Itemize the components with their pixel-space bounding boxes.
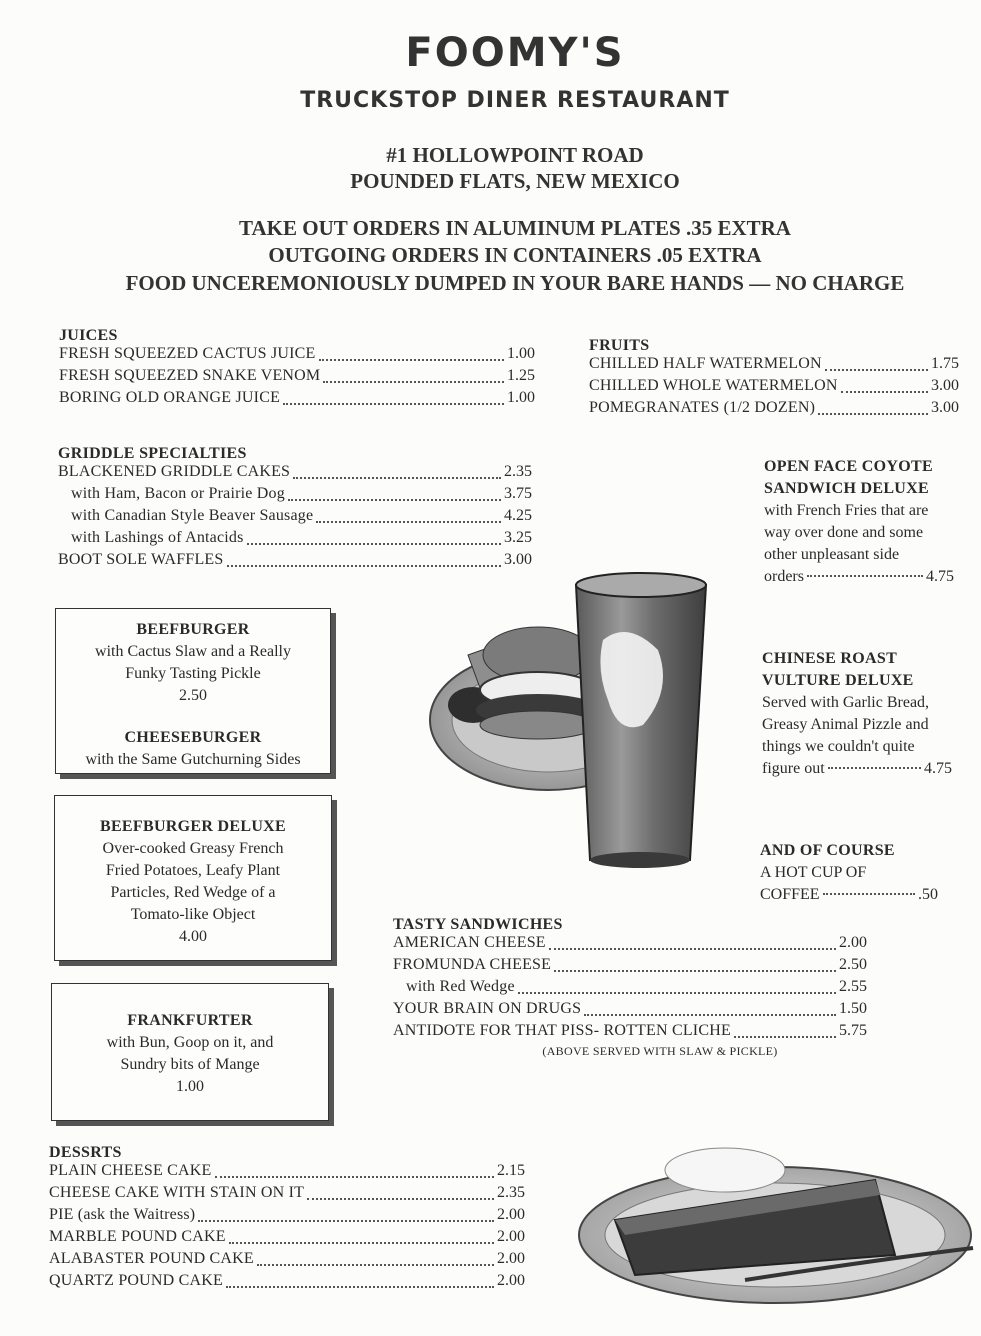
coyote-desc-1: with French Fries that are <box>764 502 929 519</box>
item-price: 2.00 <box>497 1272 525 1289</box>
coyote-price: 4.75 <box>926 568 954 585</box>
leader-dots <box>226 1286 494 1288</box>
menu-item <box>49 1228 525 1250</box>
item-price: 1.00 <box>507 345 535 362</box>
item-name: AMERICAN CHEESE <box>393 934 546 951</box>
coyote-heading-2: SANDWICH DELUXE <box>764 480 929 497</box>
sandwiches-note: (ABOVE SERVED WITH SLAW & PICKLE) <box>542 1044 778 1058</box>
item-price: 1.00 <box>507 389 535 406</box>
leader-dots <box>828 767 921 769</box>
item-price: 2.00 <box>497 1206 525 1223</box>
item-name: YOUR BRAIN ON DRUGS <box>393 1000 582 1017</box>
item-price: 1.50 <box>839 1000 867 1017</box>
item-name: CHILLED HALF WATERMELON <box>589 355 822 372</box>
item-price: 4.25 <box>504 507 532 524</box>
frankfurter-heading: FRANKFURTER <box>127 1012 253 1029</box>
leader-dots <box>549 948 836 950</box>
coyote-sandwich-section <box>764 456 954 588</box>
leader-dots <box>215 1176 494 1178</box>
leader-dots <box>307 1198 494 1200</box>
item-name: BLACKENED GRIDDLE CAKES <box>58 463 291 480</box>
item-price: 5.75 <box>839 1022 867 1039</box>
pie-image <box>575 1140 975 1310</box>
item-name: FROMUNDA CHEESE <box>393 956 552 973</box>
beefburger-deluxe-price: 4.00 <box>179 928 207 945</box>
pie-slice-illustration <box>575 1140 975 1310</box>
item-price: 1.25 <box>507 367 535 384</box>
leader-dots <box>247 543 501 545</box>
item-price: 1.75 <box>931 355 959 372</box>
juices-section <box>59 327 535 411</box>
coyote-price-line <box>764 566 954 588</box>
sandwiches-heading: TASTY SANDWICHES <box>393 916 563 933</box>
item-price: 2.00 <box>497 1228 525 1245</box>
menu-item <box>393 978 867 1000</box>
coyote-desc-2: way over done and some <box>764 524 924 541</box>
item-price: 2.50 <box>839 956 867 973</box>
item-name: ANTIDOTE FOR THAT PISS- ROTTEN CLICHE <box>393 1022 731 1039</box>
item-price: 2.35 <box>497 1184 525 1201</box>
item-name: with Lashings of Antacids <box>71 529 244 546</box>
item-name: with Red Wedge <box>406 978 515 995</box>
vulture-price: 4.75 <box>924 760 952 777</box>
menu-item <box>59 345 535 367</box>
burger-and-drink-illustration <box>428 560 728 880</box>
notice-line-1: TAKE OUT ORDERS IN ALUMINUM PLATES .35 EXTRA <box>239 216 791 240</box>
leader-dots <box>554 970 836 972</box>
menu-item <box>49 1206 525 1228</box>
beefburger-deluxe-desc-1: Over-cooked Greasy French <box>102 840 284 857</box>
item-price: 2.55 <box>839 978 867 995</box>
item-name: with Ham, Bacon or Prairie Dog <box>71 485 285 502</box>
menu-item <box>49 1250 525 1272</box>
menu-item <box>59 389 535 411</box>
coffee-price-line <box>760 884 938 906</box>
leader-dots <box>841 391 928 393</box>
item-price: 2.15 <box>497 1162 525 1179</box>
leader-dots <box>518 992 836 994</box>
address-line-2: POUNDED FLATS, NEW MEXICO <box>350 169 680 193</box>
item-name: PLAIN CHEESE CAKE <box>49 1162 212 1179</box>
item-price: 2.00 <box>839 934 867 951</box>
desserts-section <box>49 1144 525 1294</box>
beefburger-deluxe-desc-2: Fried Potatoes, Leafy Plant <box>105 862 281 879</box>
menu-item <box>393 956 867 978</box>
vulture-desc-4: figure out <box>762 760 825 777</box>
coyote-desc-4: orders <box>764 568 804 585</box>
leader-dots <box>734 1036 836 1038</box>
beefburger-deluxe-desc-4: Tomato-like Object <box>130 906 256 923</box>
frankfurter-price: 1.00 <box>176 1078 204 1095</box>
item-name: BORING OLD ORANGE JUICE <box>59 389 281 406</box>
leader-dots <box>293 477 501 479</box>
item-name: FRESH SQUEEZED CACTUS JUICE <box>59 345 316 362</box>
leader-dots <box>319 359 504 361</box>
notice-line-2: OUTGOING ORDERS IN CONTAINERS .05 EXTRA <box>268 243 762 267</box>
beefburger-deluxe-box <box>54 795 332 961</box>
menu-item <box>393 1000 867 1022</box>
coffee-desc-2: COFFEE <box>760 886 820 903</box>
coffee-price: .50 <box>918 886 938 903</box>
vulture-section <box>762 648 952 780</box>
beefburger-deluxe-heading: BEEFBURGER DELUXE <box>99 818 287 835</box>
item-name: FRESH SQUEEZED SNAKE VENOM <box>59 367 321 384</box>
frankfurter-desc-2: Sundry bits of Mange <box>120 1056 260 1073</box>
menu-item <box>58 463 532 485</box>
leader-dots <box>283 403 504 405</box>
menu-item <box>589 377 959 399</box>
menu-item <box>589 399 959 421</box>
menu-item <box>58 485 532 507</box>
beefburger-deluxe-desc-3: Particles, Red Wedge of a <box>110 884 276 901</box>
coffee-section <box>760 840 938 906</box>
vulture-price-line <box>762 758 952 780</box>
vulture-heading-1: CHINESE ROAST <box>762 650 898 667</box>
griddle-section <box>58 445 532 573</box>
coyote-desc-3: other unpleasant side <box>764 546 900 563</box>
fruits-heading: FRUITS <box>589 337 650 354</box>
item-name: CHILLED WHOLE WATERMELON <box>589 377 838 394</box>
menu-item <box>59 367 535 389</box>
restaurant-title: FOOMY'S <box>405 30 625 76</box>
leader-dots <box>818 413 928 415</box>
vulture-heading-2: VULTURE DELUXE <box>762 672 914 689</box>
menu-item <box>49 1184 525 1206</box>
menu-item <box>589 355 959 377</box>
burger-drink-image <box>428 560 728 880</box>
juices-heading: JUICES <box>59 327 118 344</box>
vulture-desc-1: Served with Garlic Bread, <box>762 694 930 711</box>
desserts-heading: DESSRTS <box>49 1144 122 1161</box>
leader-dots <box>229 1242 494 1244</box>
coffee-desc-1: A HOT CUP OF <box>760 864 867 881</box>
leader-dots <box>807 575 923 577</box>
item-name: PIE (ask the Waitress) <box>49 1206 196 1223</box>
coyote-heading-1: OPEN FACE COYOTE <box>764 458 933 475</box>
item-name: QUARTZ POUND CAKE <box>49 1272 223 1289</box>
beefburger-box <box>55 608 331 774</box>
leader-dots <box>198 1220 494 1222</box>
beefburger-desc-2: Funky Tasting Pickle <box>125 665 261 682</box>
leader-dots <box>823 893 915 895</box>
address-line-1: #1 HOLLOWPOINT ROAD <box>386 143 644 167</box>
coffee-heading: AND OF COURSE <box>760 842 895 859</box>
leader-dots <box>288 499 501 501</box>
item-name: CHEESE CAKE WITH STAIN ON IT <box>49 1184 305 1201</box>
menu-item <box>49 1272 525 1294</box>
item-price: 3.00 <box>931 399 959 416</box>
restaurant-subtitle: TRUCKSTOP DINER RESTAURANT <box>300 88 730 113</box>
leader-dots <box>316 521 501 523</box>
leader-dots <box>584 1014 836 1016</box>
notice-line-3: FOOD UNCEREMONIOUSLY DUMPED IN YOUR BARE HANDS — NO CHARGE <box>125 271 905 295</box>
griddle-heading: GRIDDLE SPECIALTIES <box>58 445 247 462</box>
menu-item <box>393 934 867 956</box>
menu-item <box>393 1022 867 1044</box>
vulture-desc-2: Greasy Animal Pizzle and <box>762 716 929 733</box>
item-price: 2.35 <box>504 463 532 480</box>
item-name: ALABASTER POUND CAKE <box>49 1250 254 1267</box>
cheeseburger-heading: CHEESEBURGER <box>124 729 262 746</box>
cheeseburger-desc: with the Same Gutchurning Sides <box>85 751 301 768</box>
sandwiches-section <box>393 916 867 1059</box>
item-name: BOOT SOLE WAFFLES <box>58 551 224 568</box>
leader-dots <box>323 381 504 383</box>
item-name: with Canadian Style Beaver Sausage <box>71 507 314 524</box>
frankfurter-desc-1: with Bun, Goop on it, and <box>106 1034 274 1051</box>
frankfurter-box <box>51 983 329 1121</box>
leader-dots <box>257 1264 494 1266</box>
menu-item <box>49 1162 525 1184</box>
item-price: 3.00 <box>504 551 532 568</box>
item-price: 3.75 <box>504 485 532 502</box>
menu-item <box>58 529 532 551</box>
leader-dots <box>825 369 928 371</box>
vulture-desc-3: things we couldn't quite <box>762 738 915 755</box>
item-price: 2.00 <box>497 1250 525 1267</box>
beefburger-heading: BEEFBURGER <box>136 621 250 638</box>
item-price: 3.25 <box>504 529 532 546</box>
item-name: MARBLE POUND CAKE <box>49 1228 226 1245</box>
beefburger-price: 2.50 <box>179 687 207 704</box>
fruits-section <box>589 337 959 421</box>
item-price: 3.00 <box>931 377 959 394</box>
item-name: POMEGRANATES (1/2 DOZEN) <box>589 399 816 416</box>
menu-item <box>58 507 532 529</box>
beefburger-desc-1: with Cactus Slaw and a Really <box>95 643 291 660</box>
